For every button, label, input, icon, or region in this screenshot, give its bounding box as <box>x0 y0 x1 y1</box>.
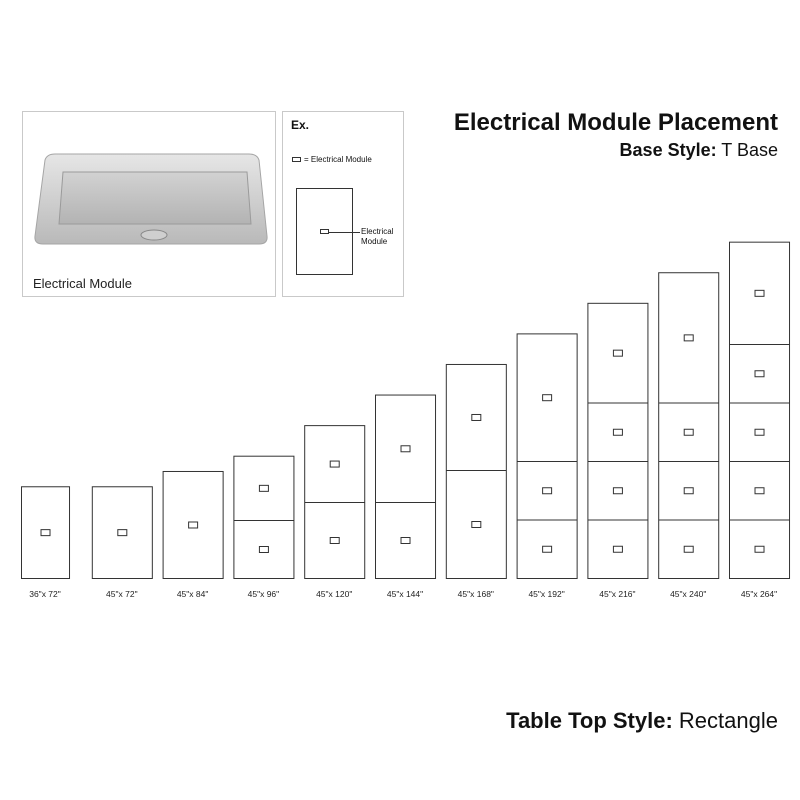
table-size-label: 45"x 120" <box>316 589 353 599</box>
base-style-label: Base Style: <box>619 140 717 160</box>
electrical-module-icon <box>613 488 622 494</box>
table-size-label: 36"x 72" <box>29 589 61 599</box>
table-size-label: 45"x 264" <box>740 589 778 599</box>
electrical-module-icon <box>543 395 552 401</box>
table-size-label: 45"x 216" <box>599 589 636 599</box>
electrical-module-icon <box>292 157 301 162</box>
example-label: Ex. <box>291 118 310 132</box>
table-outline <box>659 273 719 579</box>
table-outline <box>517 334 577 579</box>
base-style-value: T Base <box>721 140 778 160</box>
electrical-module-icon <box>755 290 764 296</box>
title-block <box>454 108 778 162</box>
electrical-module-icon <box>755 429 764 435</box>
table-outline <box>376 395 436 578</box>
electrical-module-icon <box>684 546 693 552</box>
electrical-module-icon <box>330 538 339 544</box>
electrical-module-icon <box>684 335 693 341</box>
table-size-label: 45"x 168" <box>457 589 494 599</box>
electrical-module-icon <box>543 546 552 552</box>
electrical-module-icon <box>401 446 410 452</box>
legend-text: = Electrical Module <box>304 155 372 164</box>
legend-row <box>292 155 372 164</box>
electrical-module-icon <box>684 488 693 494</box>
callout-line-2: Module <box>361 237 388 246</box>
base-style <box>454 138 778 162</box>
table-outline <box>234 456 294 578</box>
electrical-module-icon <box>41 530 50 536</box>
table-top-style <box>506 708 778 734</box>
electrical-module-photo <box>23 112 277 298</box>
electrical-module-icon <box>330 461 339 467</box>
electrical-module-icon <box>613 429 622 435</box>
electrical-module-icon <box>472 414 481 420</box>
table-size-label: 45"x 192" <box>528 589 565 599</box>
photo-caption: Electrical Module <box>33 276 132 291</box>
electrical-module-icon <box>259 547 268 553</box>
example-callout <box>361 227 393 247</box>
table-size-label: 45"x 72" <box>106 589 138 599</box>
table-top-value: Rectangle <box>678 708 778 733</box>
electrical-module-icon <box>118 530 127 536</box>
electrical-module-icon <box>755 488 764 494</box>
table-size-label: 45"x 144" <box>386 589 424 599</box>
electrical-module-icon <box>472 522 481 528</box>
table-size-label: 45"x 84" <box>176 589 209 599</box>
page-title: Electrical Module Placement <box>453 109 778 136</box>
electrical-module-photo-panel <box>22 111 276 297</box>
example-panel <box>282 111 404 297</box>
callout-line-1: Electrical <box>361 227 394 236</box>
table-size-label: 45"x 240" <box>670 589 707 599</box>
table-size-label: 45"x 96" <box>247 589 280 599</box>
electrical-module-icon <box>755 371 764 377</box>
table-outline <box>446 364 506 578</box>
table-top-label: Table Top Style: <box>506 708 673 733</box>
electrical-module-icon <box>189 522 198 528</box>
callout-leader-line <box>328 232 360 233</box>
electrical-module-icon <box>613 350 622 356</box>
electrical-module-icon <box>755 546 764 552</box>
electrical-module-icon <box>259 485 268 491</box>
table-outline <box>588 303 648 578</box>
electrical-module-icon <box>684 429 693 435</box>
electrical-module-icon <box>543 488 552 494</box>
electrical-module-icon <box>613 546 622 552</box>
electrical-module-icon <box>401 538 410 544</box>
